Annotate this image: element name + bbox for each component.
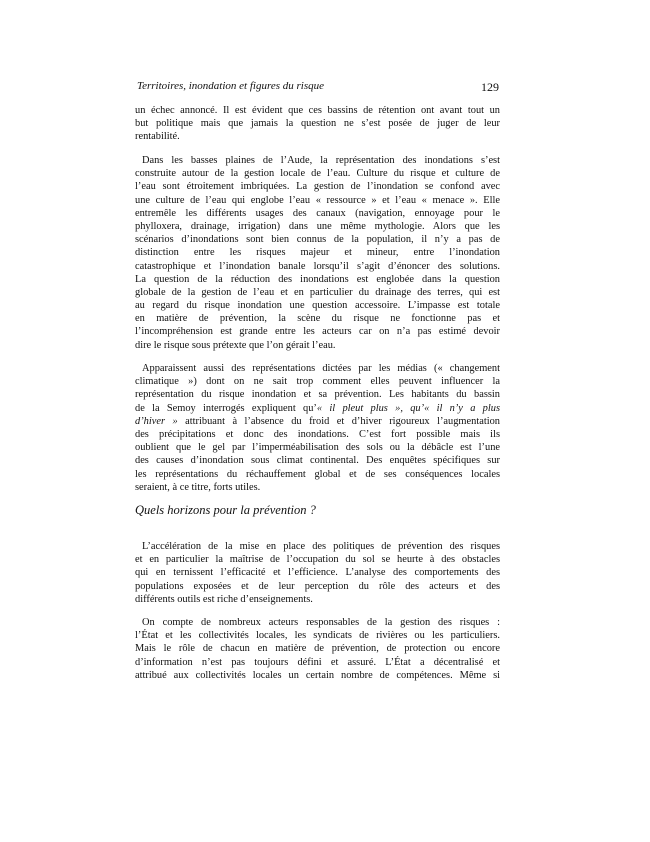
running-title: Territoires, inondation et figures du risque bbox=[137, 80, 325, 92]
text-line bbox=[135, 180, 500, 193]
text-segment: qui en ternissent l’efficacité et l’efficience. L’analyse des comportements des bbox=[135, 567, 500, 579]
text-line bbox=[135, 593, 500, 606]
text-line bbox=[135, 194, 500, 207]
text-segment: d’information n’est pas toujours défini et assuré. L’État a décentralisé et bbox=[135, 656, 500, 668]
text-segment: construite autour de la gestion locale de l’eau. Culture du risque et culture de bbox=[135, 168, 500, 180]
text-segment: Mais le rôle de chacun en matière de prévention, de protection ou encore bbox=[135, 643, 500, 655]
text-line bbox=[135, 642, 500, 655]
text-segment: au regard du risque inondation une question accessoire. L’impasse est totale bbox=[135, 300, 500, 312]
text-line bbox=[135, 362, 500, 375]
text-segment: climatique ») dont on ne sait trop comment elles peuvent influencer la bbox=[135, 376, 500, 388]
text-segment: des précipitations et donc des inondations. C’est fort possible mais ils bbox=[135, 428, 500, 440]
text-segment: On compte de nombreux acteurs responsables de la gestion des risques : bbox=[142, 617, 500, 628]
running-header bbox=[137, 80, 499, 96]
text-line bbox=[135, 616, 500, 629]
text-segment: oublient que le gel par l’imperméabilisation des sols ou la débâcle est l’une bbox=[135, 442, 500, 454]
text-segment: attribuant à l’absence du froid et d’hiver rigoureux l’augmentation bbox=[177, 415, 500, 427]
text-line bbox=[135, 468, 500, 481]
text-line bbox=[135, 481, 500, 494]
text-segment: en matière de prévention, la scène du risque ne fonctionne pas et bbox=[135, 313, 500, 325]
text-line bbox=[135, 566, 500, 579]
text-line bbox=[135, 207, 500, 220]
text-line bbox=[135, 629, 500, 642]
text-segment: La question de la réduction des inondations est englobée dans la question bbox=[135, 273, 500, 285]
text-segment: catastrophique et l’inondation banale lorsqu’il s’agit d’énoncer des solutions. bbox=[135, 260, 500, 272]
text-line bbox=[135, 233, 500, 246]
text-segment: l’incompréhension est grande entre les acteurs car on n’a pas estimé devoir bbox=[135, 326, 500, 338]
text-segment: globale de la gestion de l’eau et en particulier du drainage des terres, qui est bbox=[135, 286, 500, 298]
text-segment: L’accélération de la mise en place des politiques de prévention des risques bbox=[142, 541, 500, 552]
text-line bbox=[135, 246, 500, 259]
text-line bbox=[135, 167, 500, 180]
text-segment: représentation du risque inondation et sa prévention. Les habitants du bassin bbox=[135, 389, 500, 401]
text-segment: des causes d’inondation sous climat continental. Des enquêtes spécifiques sur bbox=[135, 455, 500, 467]
paragraph bbox=[135, 362, 500, 494]
text-segment: distinction entre les risques majeur et mineur, entre l’inondation bbox=[135, 247, 500, 259]
text-segment: scénarios d’inondations sont bien connus de la population, il n’y a pas de bbox=[135, 234, 500, 246]
text-segment: attribué aux collectivités locales un certain nombre de compétences. Même si bbox=[135, 669, 500, 681]
text-line bbox=[135, 553, 500, 566]
text-line bbox=[135, 388, 500, 401]
text-line bbox=[135, 312, 500, 325]
text-line bbox=[135, 540, 500, 553]
text-line bbox=[135, 428, 500, 441]
text-line bbox=[135, 299, 500, 312]
text-line bbox=[135, 402, 500, 415]
text-segment: phylloxera, drainage, irrigation) dans une même mythologie. Alors que les bbox=[135, 220, 500, 232]
text-segment: différents outils est riche d’enseignements. bbox=[135, 593, 313, 605]
section-heading: Quels horizons pour la prévention ? bbox=[135, 503, 316, 517]
text-line bbox=[135, 104, 500, 117]
text-line bbox=[135, 220, 500, 233]
text-segment: et en particulier la maîtrise de l’occupation du sol se heurte à des obstacles bbox=[135, 554, 500, 566]
page-number: 129 bbox=[481, 80, 499, 94]
text-line bbox=[135, 286, 500, 299]
text-segment: but politique mais que jamais la question ne s’est posée de juger de leur bbox=[135, 118, 500, 130]
paragraph bbox=[135, 154, 500, 352]
text-line bbox=[135, 580, 500, 593]
text-line bbox=[135, 415, 500, 428]
text-segment: populations exposées et de leur perception du rôle des acteurs et des bbox=[135, 580, 500, 592]
italic-quote: « il pleut plus », qu’« il n’y a plus bbox=[316, 402, 500, 414]
text-line bbox=[135, 454, 500, 467]
text-segment: Apparaissent aussi des représentations dictées par les médias (« changement bbox=[142, 363, 500, 374]
paragraph bbox=[135, 540, 500, 606]
text-segment: l’eau sont étroitement imbriquées. La gestion de l’inondation se confond avec bbox=[135, 181, 500, 193]
text-segment: un échec annoncé. Il est évident que ces bassins de rétention ont avant tout un bbox=[135, 105, 500, 116]
text-segment: dire le risque sous prétexte que l’on gérait l’eau. bbox=[135, 339, 336, 351]
text-line bbox=[135, 325, 500, 338]
text-segment: les représentations du réchauffement global et de ses conséquences locales bbox=[135, 468, 500, 480]
text-line bbox=[135, 117, 500, 130]
text-line bbox=[135, 154, 500, 167]
text-line bbox=[135, 441, 500, 454]
text-segment: Dans les basses plaines de l’Aude, la représentation des inondations s’est bbox=[142, 155, 500, 166]
paragraph bbox=[135, 104, 500, 144]
italic-quote: d’hiver » bbox=[135, 415, 178, 427]
text-segment: seraient, à ce titre, forts utiles. bbox=[135, 481, 261, 493]
text-segment: de la Semoy interrogés expliquent qu’ bbox=[135, 402, 317, 414]
text-line bbox=[135, 669, 500, 682]
text-line bbox=[135, 260, 500, 273]
text-line bbox=[135, 375, 500, 388]
text-segment: rentabilité. bbox=[135, 131, 180, 143]
text-line bbox=[135, 339, 500, 352]
text-line bbox=[135, 130, 500, 143]
text-segment: une culture de l’eau qui englobe l’eau « ressource » et l’eau « menace ». Elle bbox=[135, 194, 500, 206]
text-line bbox=[135, 656, 500, 669]
paragraph bbox=[135, 616, 500, 682]
text-segment: l’État et les collectivités locales, les syndicats de rivières ou les particuliers. bbox=[135, 630, 500, 642]
text-segment: entremêle les différents usages des canaux (navigation, ennoyage pour le bbox=[135, 207, 500, 219]
text-line bbox=[135, 273, 500, 286]
